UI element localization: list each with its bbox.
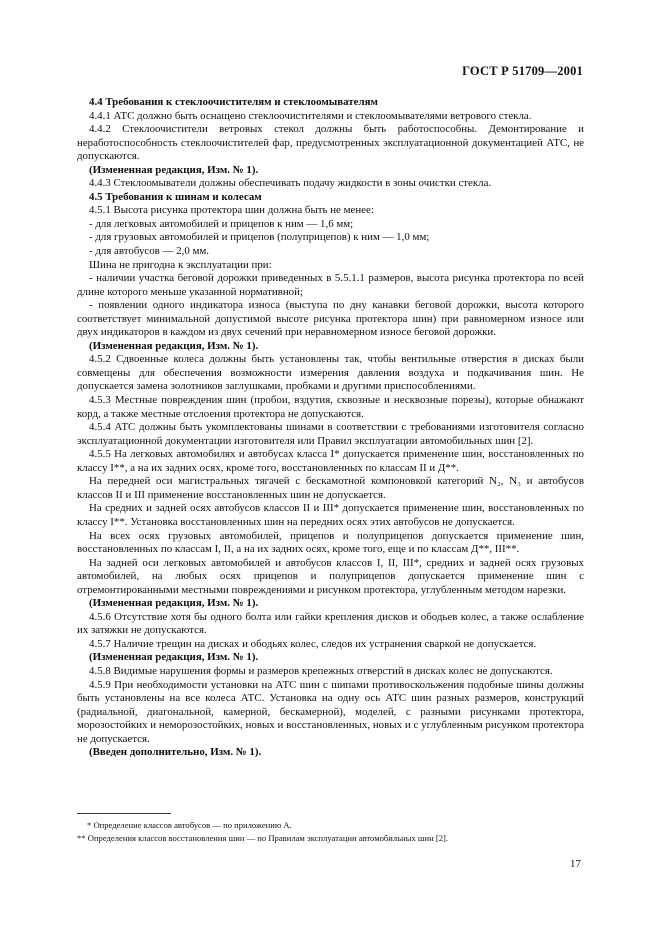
document-body [77, 96, 584, 760]
tire-unfit-intro: Шина не пригодна к эксплуатации при: [89, 258, 272, 271]
list-item-cars: - для легковых автомобилей и прицепов к ним — 1,6 мм; [89, 217, 354, 230]
paragraph-4-5-8: 4.5.8 Видимые нарушения формы и размеров крепежных отверстий в дисках колес не допускаются. [89, 664, 553, 677]
paragraph-4-5-1: 4.5.1 Высота рисунка протектора шин должна быть не менее: [89, 204, 374, 217]
list-item-trucks: - для грузовых автомобилей и прицепов (полуприцепов) к ним — 1,0 мм; [89, 231, 430, 244]
paragraph-4-5-5: 4.5.5 На легковых автомобилях и автобусах класса I* допускается применение шин, восстановленных по классу I**, а на их задних осях, кроме того, восстановленных по классам II и Д**. [77, 448, 584, 474]
standard-code-header: ГОСТ Р 51709—2001 [462, 64, 583, 78]
paragraph-4-4-1: 4.4.1 АТС должно быть оснащено стеклоочистителями и стеклоомывателями ветрового стекла. [89, 109, 532, 122]
amendment-note: (Измененная редакция, Изм. № 1). [89, 651, 259, 664]
paragraph-4-5-6: 4.5.6 Отсутствие хотя бы одного болта или гайки крепления дисков и ободьев колес, а также ослабление их затяжки не допускаются. [77, 610, 584, 637]
paragraph-middle-rear-axles: На средних и задней осях автобусов классов II и III* допускается применение шин, восстановленных по классу I**. Установка восстановленных шин на передних осях этих автобусов не допускается. [77, 502, 584, 528]
paragraph-4-5-7: 4.5.7 Наличие трещин на дисках и ободьях колес, следов их устранения сваркой не допускается. [89, 637, 537, 650]
paragraph-4-5-9: 4.5.9 При необходимости установки на АТС шин с шипами противоскольжения подобные шины должны быть установлены на все колеса АТС. Установка на одну ось АТС шин разных размеров, конструкций (радиальной, диагональной, камерной, бескамерной), моделей, с разными рисунками протектора, морозостойких и неморозостойких, новых и восстановленных, новых и с углубленным рисунком протектора не допускается. [77, 678, 584, 745]
paragraph-rear-axle: На задней оси легковых автомобилей и автобусов классов I, II, III*, средних и задней осях грузовых автомобилей, на любых осях прицепов и полуприцепов допускается применение шин с отремонтированными местными повреждениями и рисунком протектора, углубленным методом нарезки. [77, 556, 584, 596]
amendment-note: (Введен дополнительно, Изм. № 1). [89, 746, 262, 759]
list-item-buses: - для автобусов — 2,0 мм. [89, 245, 209, 258]
amendment-note: (Измененная редакция, Изм. № 1). [89, 339, 259, 352]
footnote-2: ** Определения классов восстановления шин — по Правилам эксплуатации автомобильных шин [2]. [77, 832, 449, 843]
paragraph-4-5-4: 4.5.4 АТС должны быть укомплектованы шинами в соответствии с требованиями изготовителя согласно эксплуатационной документации изготовителя или Правил эксплуатации автомобильных шин [2]. [77, 421, 584, 447]
section-heading-4-4: 4.4 Требования к стеклоочистителям и стеклоомывателям [89, 96, 378, 108]
amendment-note: (Измененная редакция, Изм. № 1). [89, 163, 259, 176]
paragraph-4-4-3: 4.4.3 Стеклоомыватели должны обеспечивать подачу жидкости в зоны очистки стекла. [89, 177, 492, 190]
footnote-1: * Определение классов автобусов — по приложению А. [87, 820, 292, 830]
page-number: 17 [570, 858, 581, 870]
paragraph-4-4-2: 4.4.2 Стеклоочистители ветровых стекол должны быть работоспособны. Демонтирование и неработоспособность стеклоочистителей фар, предусмотренных эксплуатационной документацией АТС, не допускаются. [77, 123, 584, 163]
tire-unfit-condition-2: - появлении одного индикатора износа (выступа по дну канавки беговой дорожки, высота которого соответствует минимальной допустимой высоте рисунка протектора шин) при равномерном износе или двух индикаторов в каждом из двух сечений при неравномерном износе беговой дорожки. [77, 299, 584, 339]
section-heading-4-5: 4.5 Требования к шинам и колесам [89, 190, 262, 203]
paragraph-front-axle: На передней оси магистральных тягачей с бескамотной компоновкой категорий N₂, N₃ и автобусов классов II и III применение восстановленных шин не допускается. [77, 475, 584, 501]
paragraph-4-5-2: 4.5.2 Сдвоенные колеса должны быть установлены так, чтобы вентильные отверстия в дисках были совмещены для обеспечения возможности измерения давления воздуха и подкачивания шин. Не допускается замена золотников заглушками, пробками и другими приспособлениями. [77, 353, 584, 393]
footnotes [77, 819, 584, 845]
footnote-divider [77, 813, 171, 814]
paragraph-all-axles: На всех осях грузовых автомобилей, прицепов и полуприцепов допускается применение шин, восстановленных по классам I, II, а на их задних осях, кроме того, еще и по классам Д**, III**. [77, 529, 584, 556]
amendment-note: (Измененная редакция, Изм. № 1). [89, 597, 259, 610]
tire-unfit-condition-1: - наличии участка беговой дорожки приведенных в 5.5.1.1 размеров, высота рисунка протектора по всей длине которого меньше указанной нормативной; [77, 272, 584, 298]
paragraph-4-5-3: 4.5.3 Местные повреждения шин (пробои, вздутия, сквозные и несквозные порезы), которые обнажают корд, а также местные отслоения протектора не допускаются. [77, 394, 584, 420]
